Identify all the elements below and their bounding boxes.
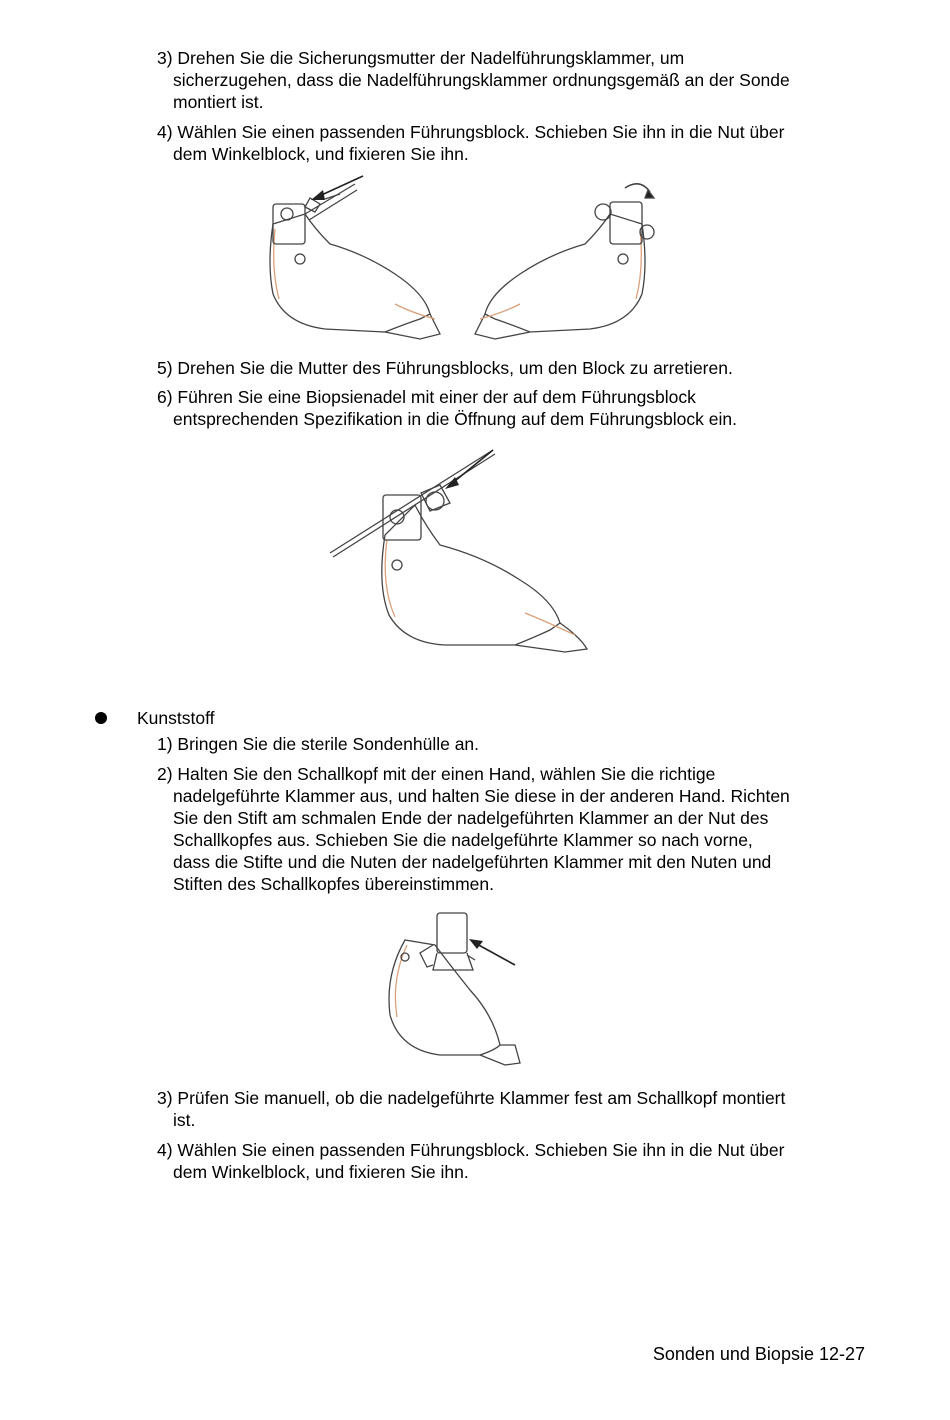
bullet-dot xyxy=(95,712,107,724)
step-line: 4) Wählen Sie einen passenden Führungsblock. Schieben Sie ihn in die Nut über xyxy=(157,1140,785,1160)
figure-plastic-bracket xyxy=(375,905,525,1075)
step-b2 xyxy=(157,763,877,895)
step-line: 2) Halten Sie den Schallkopf mit der einen Hand, wählen Sie die richtige xyxy=(157,764,716,784)
step-line: 4) Wählen Sie einen passenden Führungsblock. Schieben Sie ihn in die Nut über xyxy=(157,122,785,142)
step-line: 3) Prüfen Sie manuell, ob die nadelgeführte Klammer fest am Schallkopf montiert xyxy=(157,1088,786,1108)
step-b4 xyxy=(157,1139,877,1183)
figure-probe-bracket-attach xyxy=(245,174,670,346)
step-line: 3) Drehen Sie die Sicherungsmutter der Nadelführungsklammer, um xyxy=(157,48,685,68)
step-line: Stiften des Schallkopfes übereinstimmen. xyxy=(173,874,494,894)
step-b3 xyxy=(157,1087,877,1131)
step-a6 xyxy=(157,386,877,430)
step-line: Schallkopfes aus. Schieben Sie die nadelgeführte Klammer so nach vorne, xyxy=(173,830,753,850)
page-footer: Sonden und Biopsie 12-27 xyxy=(652,1344,865,1364)
step-a3 xyxy=(157,47,877,113)
step-a5 xyxy=(157,357,877,379)
step-line: 1) Bringen Sie die sterile Sondenhülle an. xyxy=(157,734,480,754)
step-line: 5) Drehen Sie die Mutter des Führungsblocks, um den Block zu arretieren. xyxy=(157,358,733,378)
step-line: 6) Führen Sie eine Biopsienadel mit einer der auf dem Führungsblock xyxy=(157,387,696,407)
step-line: dem Winkelblock, und fixieren Sie ihn. xyxy=(173,144,469,164)
step-line: sicherzugehen, dass die Nadelführungsklammer ordnungsgemäß an der Sonde xyxy=(173,70,790,90)
step-a4 xyxy=(157,121,877,165)
step-line: Sie den Stift am schmalen Ende der nadelgeführten Klammer an der Nut des xyxy=(173,808,769,828)
step-line: montiert ist. xyxy=(173,92,264,112)
figure-needle-insertion xyxy=(325,445,595,660)
step-line: dass die Stifte und die Nuten der nadelgeführten Klammer mit den Nuten und xyxy=(173,852,772,872)
step-line: nadelgeführte Klammer aus, und halten Sie diese in der anderen Hand. Richten xyxy=(173,786,790,806)
step-line: dem Winkelblock, und fixieren Sie ihn. xyxy=(173,1162,469,1182)
step-b1 xyxy=(157,733,877,755)
step-line: entsprechenden Spezifikation in die Öffnung auf dem Führungsblock ein. xyxy=(173,409,737,429)
step-line: ist. xyxy=(173,1110,196,1130)
bullet-label: Kunststoff xyxy=(137,708,215,728)
